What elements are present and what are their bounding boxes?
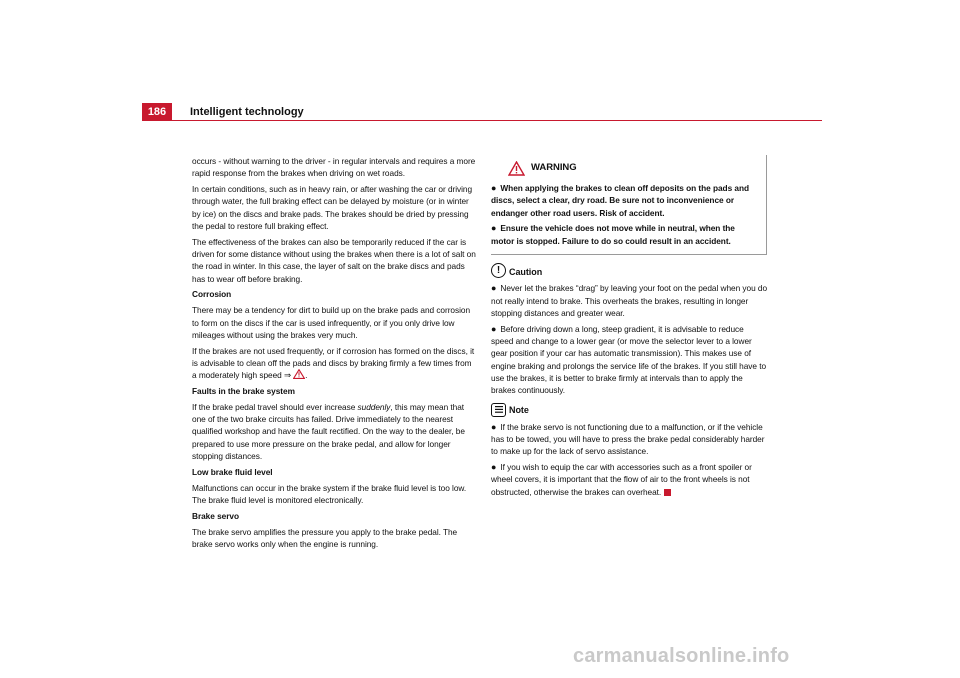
- paragraph: The brake servo amplifies the pressure you apply to the brake pedal. The brake servo works only when the engine is running.: [192, 526, 458, 549]
- paragraph-text: , this may mean that one of the two brake circuits has failed. Drive immediately to the nearest qualified workshop and have the fault rectified. On the way to the dealer, be prepared to use more pressure on the brake pedal, and allow for longer stopping distances.: [192, 401, 465, 462]
- bullet-icon: ●: [491, 421, 497, 432]
- right-column: [491, 155, 767, 501]
- end-of-section-icon: [664, 489, 671, 496]
- paragraph: The effectiveness of the brakes can also be temporarily reduced if the car is driven for some distance without using the brakes when there is a lot of salt on the road in winter. In this case, the layer of salt on the brake discs and pads has to wear off before braking.: [192, 236, 476, 284]
- note-title: Note: [509, 405, 529, 416]
- paragraph: There may be a tendency for dirt to build up on the brake pads and corrosion to form on the discs if the car is used infrequently, or if you only drive low mileages without using the brakes very much.: [192, 305, 471, 340]
- bullet-icon: ●: [491, 462, 497, 473]
- paragraph-text: If the brake pedal travel should ever increase: [192, 401, 358, 412]
- subheading-corrosion: Corrosion: [192, 289, 232, 300]
- note-icon: [491, 403, 506, 417]
- subheading-fluid: Low brake fluid level: [192, 466, 273, 477]
- paragraph: [192, 345, 477, 382]
- paragraph: occurs - without warning to the driver - in regular intervals and requires a more rapid response from the brakes when driving on wet roads.: [192, 156, 476, 179]
- note-header: [491, 403, 767, 417]
- paragraph: Malfunctions can occur in the brake system if the brake fluid level is too low. The brake fluid level is monitored electronically.: [192, 482, 467, 505]
- paragraph-end: .: [305, 370, 308, 381]
- paragraph: In certain conditions, such as in heavy rain, or after washing the car or driving through water, the full braking effect can be delayed by moisture (or in winter by ice) on the discs and brake pads. The brakes should be dried by pressing the pedal to restore full braking effect.: [192, 184, 473, 231]
- page-number: 186: [142, 103, 172, 120]
- bullet-icon: ●: [491, 283, 497, 294]
- warning-triangle-icon: [508, 161, 525, 176]
- note-text: If the brake servo is not functioning due to a malfunction, or if the vehicle has to be towed, you will have to press the brake pedal considerably harder to make up for the lack of servo assistance.: [491, 421, 765, 457]
- caution-icon: !: [491, 263, 506, 278]
- caution-text: Never let the brakes “drag” by leaving your foot on the pedal when you do not really intend to brake. This overheats the brakes, resulting in longer stopping distances and greater wear.: [491, 283, 768, 319]
- caution-title: Caution: [509, 267, 543, 278]
- caution-item: [491, 323, 767, 397]
- bullet-icon: ●: [491, 323, 497, 334]
- chapter-title: Intelligent technology: [190, 105, 304, 118]
- warning-header: [508, 161, 760, 176]
- subheading-faults: Faults in the brake system: [192, 386, 295, 397]
- warning-item: [491, 182, 760, 219]
- paragraph: [192, 401, 477, 462]
- header-rule: [142, 120, 822, 121]
- warning-text: Ensure the vehicle does not move while in neutral, when the motor is stopped. Failure to do so could result in an accident.: [491, 223, 735, 246]
- note-text: If you wish to equip the car with accessories such as a front spoiler or wheel covers, it is important that the flow of air to the front wheels is not obstructed, otherwise the brakes can overheat.: [491, 462, 752, 497]
- note-item: [491, 461, 767, 498]
- warning-item: [491, 222, 760, 247]
- warning-text: When applying the brakes to clean off deposits on the pads and discs, select a clear, dry road. Be sure not to inconvenience or endanger other road users. Risk of accident.: [491, 183, 749, 218]
- bullet-icon: ●: [491, 183, 497, 193]
- caution-item: [491, 282, 767, 319]
- watermark: carmanualsonline.info: [573, 645, 790, 667]
- caution-header: [491, 263, 767, 278]
- bullet-icon: ●: [491, 223, 497, 234]
- page-header: [142, 103, 822, 120]
- left-column: [192, 155, 477, 554]
- warning-triangle-icon[interactable]: [293, 369, 308, 381]
- caution-text: Before driving down a long, steep gradient, it is advisable to reduce speed and change to a lower gear (or move the selector lever to a lower gear position if your car has automatic transmission). This makes use of engine braking and prolongs the service life of the brakes. If you still have to use the brakes, it is better to brake firmly at intervals than to apply the brakes continuously.: [491, 323, 767, 396]
- paragraph-text: If the brakes are not used frequently, or if corrosion has formed on the discs, it is advisable to clean off the pads and discs by braking firmly a few times from a moderately high speed ⇒: [192, 345, 475, 381]
- note-item: [491, 421, 767, 458]
- emphasis: suddenly: [357, 401, 391, 412]
- warning-title: WARNING: [531, 162, 577, 174]
- warning-box: [491, 155, 767, 255]
- subheading-servo: Brake servo: [192, 510, 239, 521]
